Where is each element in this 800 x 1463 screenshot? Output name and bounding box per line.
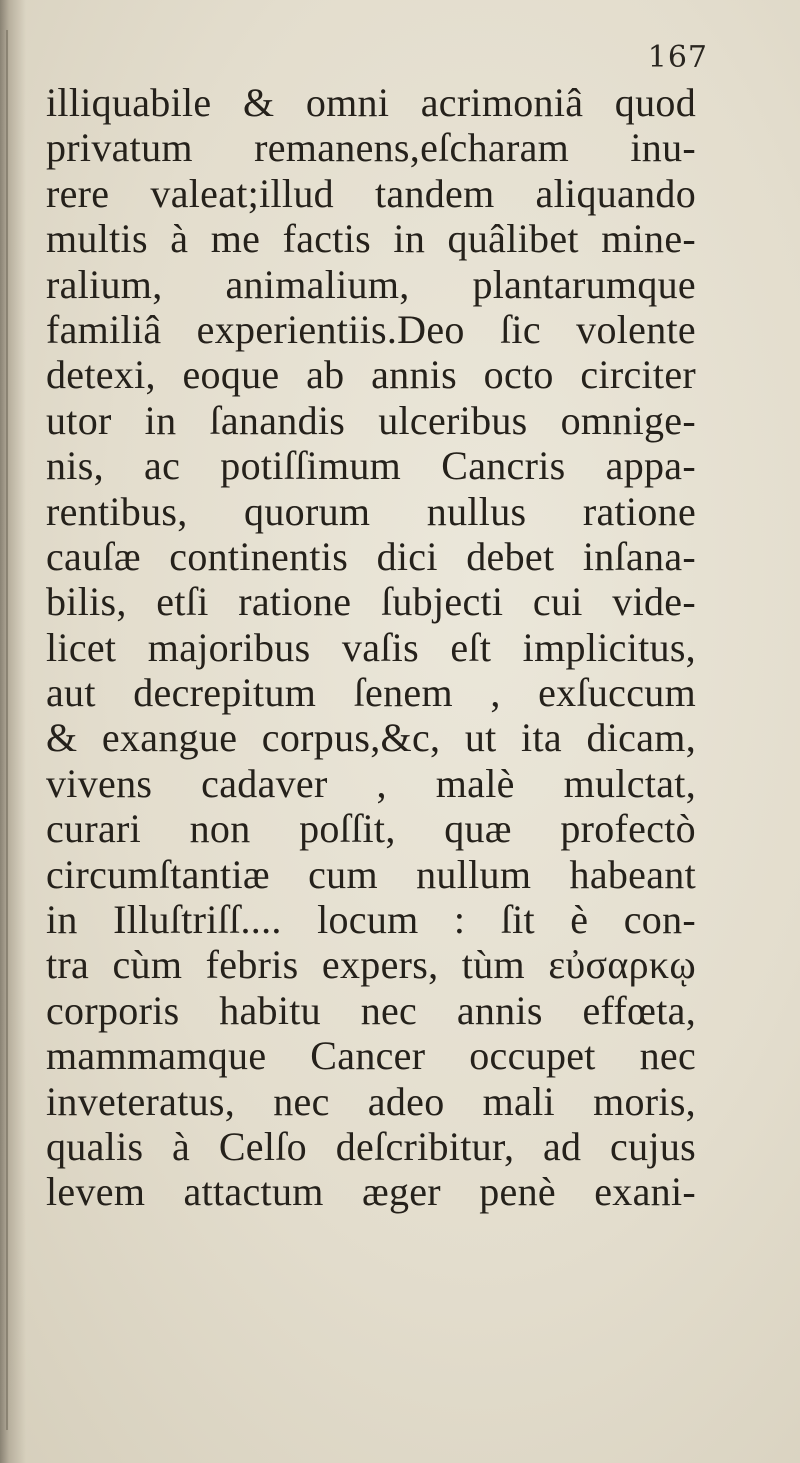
- text-line: nis, ac potiſſimum Cancris appa-: [46, 443, 696, 489]
- text-line: curari non poſſit, quæ profectò: [46, 806, 696, 852]
- text-line: rere valeat;illud tandem aliquando: [46, 170, 696, 216]
- text-line: & exangue corpus,&c, ut ita dicam,: [46, 715, 696, 761]
- text-line: in Illuſtriſſ.... locum : ſit è con-: [46, 897, 696, 943]
- text-line: mammamque Cancer occupet nec: [46, 1033, 696, 1079]
- text-line: privatum remanens,eſcharam inu-: [46, 125, 696, 171]
- binding-edge: [6, 30, 8, 1430]
- text-line: familiâ experientiis.Deo ſic volente: [46, 306, 696, 352]
- text-line: cauſæ continentis dici debet inſana-: [46, 533, 696, 579]
- page-number: 167: [647, 40, 708, 75]
- text-line: rentibus, quorum nullus ratione: [46, 488, 696, 534]
- text-line: aut decrepitum ſenem , exſuccum: [46, 670, 696, 716]
- text-line: utor in ſanandis ulceribus omnige-: [46, 397, 696, 443]
- text-line: levem attactum æger penè exani-: [46, 1169, 696, 1215]
- body-text: [46, 80, 696, 1215]
- page-gutter-shadow: [0, 0, 26, 1463]
- text-line: circumſtantiæ cum nullum habeant: [46, 851, 696, 897]
- text-line: inveteratus, nec adeo mali moris,: [46, 1078, 696, 1124]
- text-line: corporis habitu nec annis effœta,: [46, 987, 696, 1033]
- text-line: qualis à Celſo deſcribitur, ad cujus: [46, 1123, 696, 1169]
- text-line: tra cùm febris expers, tùm εὐσαρκῳ: [46, 942, 696, 988]
- text-line: licet majoribus vaſis eſt implicitus,: [46, 624, 696, 670]
- text-line: illiquabile & omni acrimoniâ quod: [46, 80, 696, 125]
- text-line: multis à me factis in quâlibet mine-: [46, 216, 696, 262]
- text-line: vivens cadaver , malè mulctat,: [46, 760, 696, 806]
- text-line: bilis, etſi ratione ſubjecti cui vide-: [46, 579, 696, 625]
- text-line: ralium, animalium, plantarumque: [46, 261, 696, 307]
- text-line: detexi, eoque ab annis octo circiter: [46, 352, 696, 398]
